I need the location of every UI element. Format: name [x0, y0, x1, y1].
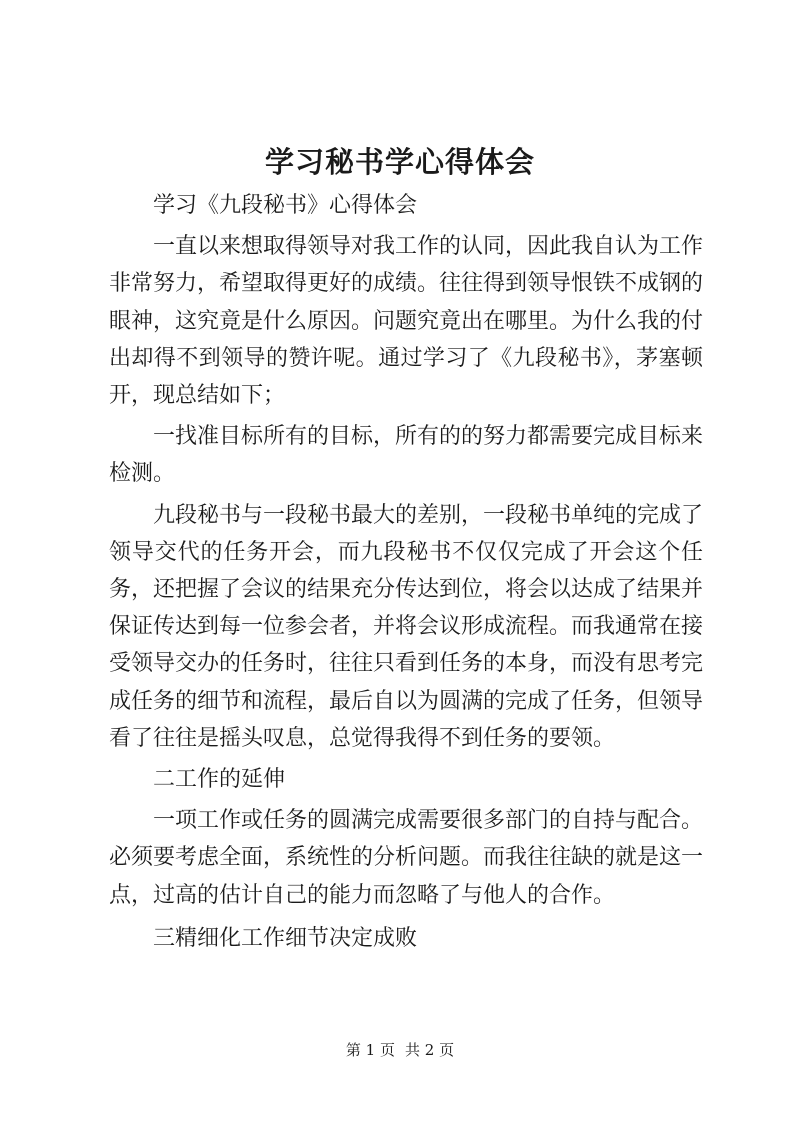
document-body	[109, 187, 703, 957]
page-footer	[0, 1040, 800, 1060]
paragraph-cooperation: 一项工作或任务的圆满完成需要很多部门的自持与配合。必须要考虑全面，系统性的分析问题。而我往往缺的就是这一点，过高的估计自己的能力而忽略了与他人的合作。	[109, 808, 704, 908]
paragraph-section-one: 一找准目标所有的目标，所有的的努力都需要完成目标来检测。	[109, 424, 704, 487]
paragraph-comparison: 九段秘书与一段秘书最大的差别，一段秘书单纯的完成了领导交代的任务开会，而九段秘书不仅仅完成了开会这个任务，还把握了会议的结果充分传达到位，将会以达成了结果并保证传达到每一位参会者，并将会议形成流程。而我通常在接受领导交办的任务时，往往只看到任务的本身，而没有思考完成任务的细节和流程，最后自以为圆满的完成了任务，但领导看了往往是摇头叹息，总觉得我得不到任务的要领。	[109, 502, 704, 751]
paragraph-section-two: 二工作的延伸	[153, 767, 286, 793]
paragraph-intro: 一直以来想取得领导对我工作的认同，因此我自认为工作非常努力，希望取得更好的成绩。往往得到领导恨铁不成钢的眼神，这究竟是什么原因。问题究竟出在哪里。为什么我的付出却得不到领导的赞许呢。通过学习了《九段秘书》，茅塞顿开，现总结如下；	[109, 234, 704, 409]
page-total: 共 2 页	[405, 1041, 455, 1059]
paragraph-section-three: 三精细化工作细节决定成败	[153, 925, 418, 951]
paragraph-subtitle: 学习《九段秘书》心得体会	[153, 193, 418, 218]
document-title: 学习秘书学心得体会	[264, 145, 535, 179]
page-number: 第 1 页	[345, 1041, 395, 1059]
